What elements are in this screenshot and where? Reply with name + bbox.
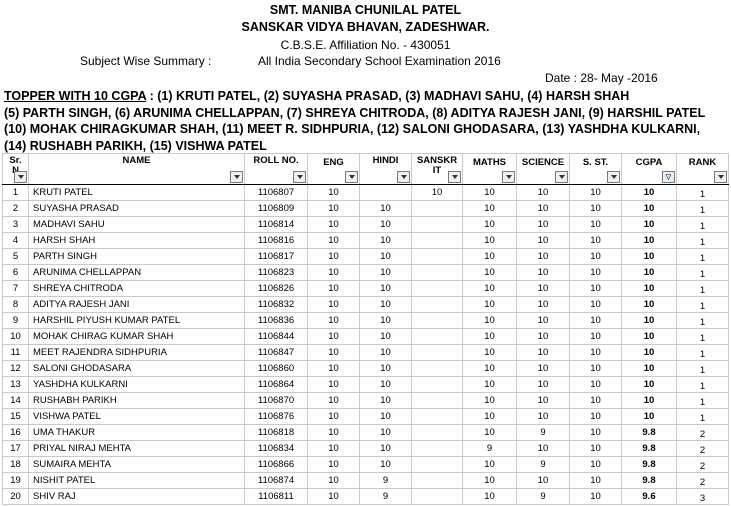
chevron-down-icon[interactable] — [230, 171, 243, 183]
roll-cell[interactable]: 1106826 — [245, 281, 308, 297]
table-row — [3, 249, 729, 265]
rank-cell[interactable]: 1 — [677, 313, 729, 329]
hindi-cell[interactable]: 10 — [360, 361, 412, 377]
maths-cell[interactable]: 10 — [463, 329, 517, 345]
topper-line-4: (14) RUSHABH PARIKH, (15) VISHWA PATEL — [4, 138, 267, 153]
roll-cell[interactable]: 1106809 — [245, 201, 308, 217]
table-row — [3, 185, 729, 201]
rank-cell[interactable]: 1 — [677, 409, 729, 425]
eng-cell[interactable]: 10 — [308, 185, 360, 201]
science-cell[interactable]: 10 — [517, 249, 570, 265]
sst-cell[interactable]: 10 — [570, 217, 622, 233]
rank-cell[interactable]: 1 — [677, 217, 729, 233]
hindi-cell[interactable]: 10 — [360, 201, 412, 217]
science-cell[interactable]: 10 — [517, 377, 570, 393]
sr-cell[interactable]: 3 — [3, 217, 29, 233]
topper-line-1: : (1) KRUTI PATEL, (2) SUYASHA PRASAD, (3) MADHAVI SAHU, (4) HARSH SHAH — [146, 89, 630, 103]
roll-cell[interactable]: 1106874 — [245, 473, 308, 489]
rank-cell[interactable]: 1 — [677, 393, 729, 409]
sst-cell[interactable]: 10 — [570, 313, 622, 329]
cgpa-cell[interactable]: 9.8 — [622, 425, 677, 441]
name-cell[interactable]: PRIYAL NIRAJ MEHTA — [29, 441, 245, 457]
roll-cell[interactable]: 1106847 — [245, 345, 308, 361]
rank-cell[interactable]: 1 — [677, 265, 729, 281]
hindi-cell[interactable]: 10 — [360, 265, 412, 281]
sanskrit-cell[interactable] — [412, 377, 463, 393]
maths-cell[interactable]: 10 — [463, 249, 517, 265]
rank-cell[interactable]: 2 — [677, 473, 729, 489]
name-cell[interactable]: UMA THAKUR — [29, 425, 245, 441]
topper-line-2: (5) PARTH SINGH, (6) ARUNIMA CHELLAPPAN, (7) SHREYA CHITRODA, (8) ADITYA RAJESH JANI, (9) HARSHIL PATEL — [4, 105, 706, 120]
name-cell[interactable]: HARSHIL PIYUSH KUMAR PATEL — [29, 313, 245, 329]
hindi-cell[interactable]: 10 — [360, 393, 412, 409]
name-cell[interactable]: ADITYA RAJESH JANI — [29, 297, 245, 313]
science-cell[interactable]: 10 — [517, 265, 570, 281]
roll-cell[interactable]: 1106860 — [245, 361, 308, 377]
table-row — [3, 217, 729, 233]
hindi-cell[interactable]: 9 — [360, 489, 412, 505]
roll-cell[interactable]: 1106864 — [245, 377, 308, 393]
table-row — [3, 313, 729, 329]
hindi-cell[interactable]: 10 — [360, 441, 412, 457]
name-cell[interactable]: ARUNIMA CHELLAPPAN — [29, 265, 245, 281]
sr-cell[interactable]: 7 — [3, 281, 29, 297]
eng-cell[interactable]: 10 — [308, 233, 360, 249]
sr-cell[interactable]: 19 — [3, 473, 29, 489]
hindi-cell[interactable]: 10 — [360, 297, 412, 313]
col-header-science: SCIENCE — [517, 154, 570, 185]
cgpa-cell[interactable]: 10 — [622, 377, 677, 393]
science-cell[interactable]: 10 — [517, 393, 570, 409]
maths-cell[interactable]: 10 — [463, 489, 517, 505]
sr-cell[interactable]: 17 — [3, 441, 29, 457]
sanskrit-cell[interactable] — [412, 393, 463, 409]
chevron-down-icon[interactable] — [397, 171, 410, 183]
eng-cell[interactable]: 10 — [308, 473, 360, 489]
sanskrit-cell[interactable] — [412, 457, 463, 473]
eng-cell[interactable]: 10 — [308, 329, 360, 345]
science-cell[interactable]: 10 — [517, 361, 570, 377]
rank-cell[interactable]: 1 — [677, 249, 729, 265]
eng-cell[interactable]: 10 — [308, 425, 360, 441]
sr-cell[interactable]: 1 — [3, 185, 29, 201]
table-row — [3, 441, 729, 457]
name-cell[interactable]: MADHAVI SAHU — [29, 217, 245, 233]
table-row — [3, 233, 729, 249]
sanskrit-cell[interactable] — [412, 313, 463, 329]
sanskrit-cell[interactable] — [412, 281, 463, 297]
sr-cell[interactable]: 14 — [3, 393, 29, 409]
eng-cell[interactable]: 10 — [308, 393, 360, 409]
topper-title: TOPPER WITH 10 CGPA — [4, 89, 147, 103]
sst-cell[interactable]: 10 — [570, 409, 622, 425]
sanskrit-cell[interactable]: 10 — [412, 185, 463, 201]
summary-label: Subject Wise Summary : — [80, 54, 212, 68]
sr-cell[interactable]: 18 — [3, 457, 29, 473]
eng-cell[interactable]: 10 — [308, 249, 360, 265]
topper-line-3: (10) MOHAK CHIRAGKUMAR SHAH, (11) MEET R. SIDHPURIA, (12) SALONI GHODASARA, (13) YASHDHA KULKARNI, — [4, 122, 701, 136]
name-cell[interactable]: MOHAK CHIRAG KUMAR SHAH — [29, 329, 245, 345]
col-header-eng: ENG — [308, 154, 360, 185]
eng-cell[interactable]: 10 — [308, 441, 360, 457]
sr-cell[interactable]: 10 — [3, 329, 29, 345]
col-header-maths: MATHS — [463, 154, 517, 185]
roll-cell[interactable]: 1106866 — [245, 457, 308, 473]
eng-cell[interactable]: 10 — [308, 457, 360, 473]
cgpa-cell[interactable]: 10 — [622, 249, 677, 265]
roll-cell[interactable]: 1106816 — [245, 233, 308, 249]
sr-cell[interactable]: 4 — [3, 233, 29, 249]
rank-cell[interactable]: 1 — [677, 377, 729, 393]
roll-cell[interactable]: 1106818 — [245, 425, 308, 441]
roll-cell[interactable]: 1106823 — [245, 265, 308, 281]
affiliation-number: C.B.S.E. Affiliation No. - 430051 — [280, 38, 451, 52]
hindi-cell[interactable]: 10 — [360, 345, 412, 361]
sst-cell[interactable]: 10 — [570, 185, 622, 201]
eng-cell[interactable]: 10 — [308, 217, 360, 233]
table-header-row — [3, 154, 729, 185]
sr-cell[interactable]: 6 — [3, 265, 29, 281]
science-cell[interactable]: 9 — [517, 425, 570, 441]
sr-cell[interactable]: 12 — [3, 361, 29, 377]
table-row — [3, 473, 729, 489]
roll-cell[interactable]: 1106807 — [245, 185, 308, 201]
cgpa-cell[interactable]: 9.8 — [622, 473, 677, 489]
cgpa-cell[interactable]: 10 — [622, 201, 677, 217]
science-cell[interactable]: 10 — [517, 217, 570, 233]
hindi-cell[interactable]: 10 — [360, 457, 412, 473]
col-header-name: NAME — [29, 154, 245, 185]
maths-cell[interactable]: 10 — [463, 345, 517, 361]
eng-cell[interactable]: 10 — [308, 377, 360, 393]
hindi-cell[interactable]: 10 — [360, 233, 412, 249]
school-name: SMT. MANIBA CHUNILAL PATEL — [269, 3, 462, 17]
chevron-down-icon[interactable] — [607, 171, 620, 183]
hindi-cell[interactable]: 10 — [360, 377, 412, 393]
maths-cell[interactable]: 10 — [463, 313, 517, 329]
table-row — [3, 425, 729, 441]
sst-cell[interactable]: 10 — [570, 249, 622, 265]
science-cell[interactable]: 9 — [517, 489, 570, 505]
sst-cell[interactable]: 10 — [570, 233, 622, 249]
filter-icon[interactable] — [662, 171, 675, 183]
science-cell[interactable]: 9 — [517, 457, 570, 473]
rank-cell[interactable]: 1 — [677, 233, 729, 249]
sr-cell[interactable]: 11 — [3, 345, 29, 361]
sst-cell[interactable]: 10 — [570, 265, 622, 281]
chevron-down-icon[interactable] — [293, 171, 306, 183]
sst-cell[interactable]: 10 — [570, 441, 622, 457]
chevron-down-icon[interactable] — [345, 171, 358, 183]
maths-cell[interactable]: 10 — [463, 361, 517, 377]
roll-cell[interactable]: 1106870 — [245, 393, 308, 409]
roll-cell[interactable]: 1106817 — [245, 249, 308, 265]
chevron-down-icon[interactable] — [448, 171, 461, 183]
col-header-hindi: HINDI — [360, 154, 412, 185]
sr-cell[interactable]: 20 — [3, 489, 29, 505]
sanskrit-cell[interactable] — [412, 489, 463, 505]
table-row — [3, 361, 729, 377]
sanskrit-cell[interactable] — [412, 249, 463, 265]
cgpa-cell[interactable]: 10 — [622, 329, 677, 345]
name-cell[interactable]: SUYASHA PRASAD — [29, 201, 245, 217]
table-row — [3, 377, 729, 393]
rank-cell[interactable]: 3 — [677, 489, 729, 505]
sst-cell[interactable]: 10 — [570, 489, 622, 505]
sr-cell[interactable]: 9 — [3, 313, 29, 329]
eng-cell[interactable]: 10 — [308, 281, 360, 297]
eng-cell[interactable]: 10 — [308, 345, 360, 361]
table-row — [3, 457, 729, 473]
sanskrit-cell[interactable] — [412, 425, 463, 441]
chevron-down-icon[interactable] — [502, 171, 515, 183]
hindi-cell[interactable]: 10 — [360, 281, 412, 297]
name-cell[interactable]: HARSH SHAH — [29, 233, 245, 249]
sst-cell[interactable]: 10 — [570, 377, 622, 393]
sr-cell[interactable]: 15 — [3, 409, 29, 425]
name-cell[interactable]: RUSHABH PARIKH — [29, 393, 245, 409]
sanskrit-cell[interactable] — [412, 265, 463, 281]
roll-cell[interactable]: 1106832 — [245, 297, 308, 313]
sst-cell[interactable]: 10 — [570, 345, 622, 361]
hindi-cell[interactable]: 10 — [360, 249, 412, 265]
cgpa-cell[interactable]: 10 — [622, 233, 677, 249]
roll-cell[interactable]: 1106814 — [245, 217, 308, 233]
name-cell[interactable]: KRUTI PATEL — [29, 185, 245, 201]
cgpa-cell[interactable]: 10 — [622, 313, 677, 329]
sst-cell[interactable]: 10 — [570, 393, 622, 409]
col-header-cgpa: CGPA ▽ — [622, 154, 677, 185]
name-cell[interactable]: SALONI GHODASARA — [29, 361, 245, 377]
cgpa-cell[interactable]: 10 — [622, 393, 677, 409]
chevron-down-icon[interactable] — [714, 171, 727, 183]
maths-cell[interactable]: 10 — [463, 473, 517, 489]
maths-cell[interactable]: 10 — [463, 425, 517, 441]
sr-cell[interactable]: 5 — [3, 249, 29, 265]
science-cell[interactable]: 10 — [517, 201, 570, 217]
sanskrit-cell[interactable] — [412, 329, 463, 345]
maths-cell[interactable]: 10 — [463, 297, 517, 313]
hindi-cell[interactable]: 10 — [360, 217, 412, 233]
sr-cell[interactable]: 2 — [3, 201, 29, 217]
rank-cell[interactable]: 1 — [677, 329, 729, 345]
name-cell[interactable]: NISHIT PATEL — [29, 473, 245, 489]
hindi-cell[interactable]: 10 — [360, 409, 412, 425]
maths-cell[interactable]: 10 — [463, 409, 517, 425]
sanskrit-cell[interactable] — [412, 441, 463, 457]
rank-cell[interactable]: 2 — [677, 441, 729, 457]
sanskrit-cell[interactable] — [412, 297, 463, 313]
hindi-cell[interactable] — [360, 185, 412, 201]
cgpa-cell[interactable]: 9.8 — [622, 441, 677, 457]
chevron-down-icon[interactable] — [14, 171, 27, 183]
sr-cell[interactable]: 16 — [3, 425, 29, 441]
name-cell[interactable]: MEET RAJENDRA SIDHPURIA — [29, 345, 245, 361]
cgpa-cell[interactable]: 10 — [622, 409, 677, 425]
sanskrit-cell[interactable] — [412, 217, 463, 233]
col-header-sanskrit: SANSKR IT — [412, 154, 463, 185]
science-cell[interactable]: 10 — [517, 313, 570, 329]
rank-cell[interactable]: 1 — [677, 297, 729, 313]
rank-cell[interactable]: 1 — [677, 201, 729, 217]
results-table — [2, 153, 729, 505]
rank-cell[interactable]: 1 — [677, 281, 729, 297]
science-cell[interactable]: 10 — [517, 281, 570, 297]
cgpa-cell[interactable]: 10 — [622, 265, 677, 281]
eng-cell[interactable]: 10 — [308, 265, 360, 281]
sst-cell[interactable]: 10 — [570, 457, 622, 473]
table-row — [3, 329, 729, 345]
rank-cell[interactable]: 1 — [677, 185, 729, 201]
rank-cell[interactable]: 1 — [677, 345, 729, 361]
science-cell[interactable]: 10 — [517, 409, 570, 425]
name-cell[interactable]: PARTH SINGH — [29, 249, 245, 265]
maths-cell[interactable]: 10 — [463, 265, 517, 281]
table-row — [3, 281, 729, 297]
sr-cell[interactable]: 13 — [3, 377, 29, 393]
roll-cell[interactable]: 1106876 — [245, 409, 308, 425]
table-row — [3, 393, 729, 409]
col-header-sst: S. ST. — [570, 154, 622, 185]
col-header-rank: RANK — [677, 154, 729, 185]
exam-name: All India Secondary School Examination 2016 — [258, 54, 501, 68]
sst-cell[interactable]: 10 — [570, 281, 622, 297]
maths-cell[interactable]: 10 — [463, 281, 517, 297]
sst-cell[interactable]: 10 — [570, 201, 622, 217]
cgpa-cell[interactable]: 9.6 — [622, 489, 677, 505]
roll-cell[interactable]: 1106836 — [245, 313, 308, 329]
chevron-down-icon[interactable] — [555, 171, 568, 183]
sanskrit-cell[interactable] — [412, 361, 463, 377]
sst-cell[interactable]: 10 — [570, 425, 622, 441]
cgpa-cell[interactable]: 10 — [622, 185, 677, 201]
cgpa-cell[interactable]: 10 — [622, 361, 677, 377]
science-cell[interactable]: 10 — [517, 345, 570, 361]
sst-cell[interactable]: 10 — [570, 297, 622, 313]
maths-cell[interactable]: 9 — [463, 441, 517, 457]
rank-cell[interactable]: 1 — [677, 361, 729, 377]
science-cell[interactable]: 10 — [517, 233, 570, 249]
sst-cell[interactable]: 10 — [570, 473, 622, 489]
hindi-cell[interactable]: 9 — [360, 473, 412, 489]
school-campus: SANSKAR VIDYA BHAVAN, ZADESHWAR. — [241, 20, 490, 34]
eng-cell[interactable]: 10 — [308, 313, 360, 329]
report-date: Date : 28- May -2016 — [545, 71, 658, 85]
science-cell[interactable]: 10 — [517, 185, 570, 201]
roll-cell[interactable]: 1106811 — [245, 489, 308, 505]
eng-cell[interactable]: 10 — [308, 297, 360, 313]
eng-cell[interactable]: 10 — [308, 489, 360, 505]
cgpa-cell[interactable]: 10 — [622, 345, 677, 361]
table-row — [3, 297, 729, 313]
eng-cell[interactable]: 10 — [308, 201, 360, 217]
name-cell[interactable]: SUMAIRA MEHTA — [29, 457, 245, 473]
sanskrit-cell[interactable] — [412, 409, 463, 425]
cgpa-cell[interactable]: 10 — [622, 217, 677, 233]
maths-cell[interactable]: 10 — [463, 393, 517, 409]
rank-cell[interactable]: 2 — [677, 457, 729, 473]
name-cell[interactable]: VISHWA PATEL — [29, 409, 245, 425]
name-cell[interactable]: YASHDHA KULKARNI — [29, 377, 245, 393]
science-cell[interactable]: 10 — [517, 329, 570, 345]
cgpa-cell[interactable]: 9.8 — [622, 457, 677, 473]
sr-cell[interactable]: 8 — [3, 297, 29, 313]
sanskrit-cell[interactable] — [412, 201, 463, 217]
science-cell[interactable]: 10 — [517, 441, 570, 457]
hindi-cell[interactable]: 10 — [360, 425, 412, 441]
roll-cell[interactable]: 1106844 — [245, 329, 308, 345]
table-row — [3, 409, 729, 425]
science-cell[interactable]: 10 — [517, 297, 570, 313]
col-header-roll: ROLL NO. — [245, 154, 308, 185]
maths-cell[interactable]: 10 — [463, 233, 517, 249]
col-header-sr: Sr. — [3, 154, 29, 185]
name-cell[interactable]: SHIV RAJ — [29, 489, 245, 505]
maths-cell[interactable]: 10 — [463, 185, 517, 201]
maths-cell[interactable]: 10 — [463, 457, 517, 473]
maths-cell[interactable]: 10 — [463, 201, 517, 217]
cgpa-cell[interactable]: 10 — [622, 281, 677, 297]
sst-cell[interactable]: 10 — [570, 329, 622, 345]
eng-cell[interactable]: 10 — [308, 409, 360, 425]
sanskrit-cell[interactable] — [412, 345, 463, 361]
name-cell[interactable]: SHREYA CHITRODA — [29, 281, 245, 297]
rank-cell[interactable]: 2 — [677, 425, 729, 441]
hindi-cell[interactable]: 10 — [360, 313, 412, 329]
hindi-cell[interactable]: 10 — [360, 329, 412, 345]
sst-cell[interactable]: 10 — [570, 361, 622, 377]
table-row — [3, 201, 729, 217]
topper-list — [4, 88, 731, 154]
table-row — [3, 345, 729, 361]
science-cell[interactable]: 10 — [517, 473, 570, 489]
roll-cell[interactable]: 1106834 — [245, 441, 308, 457]
maths-cell[interactable]: 10 — [463, 377, 517, 393]
table-row — [3, 489, 729, 505]
eng-cell[interactable]: 10 — [308, 361, 360, 377]
cgpa-cell[interactable]: 10 — [622, 297, 677, 313]
table-row — [3, 265, 729, 281]
sanskrit-cell[interactable] — [412, 473, 463, 489]
maths-cell[interactable]: 10 — [463, 217, 517, 233]
sanskrit-cell[interactable] — [412, 233, 463, 249]
